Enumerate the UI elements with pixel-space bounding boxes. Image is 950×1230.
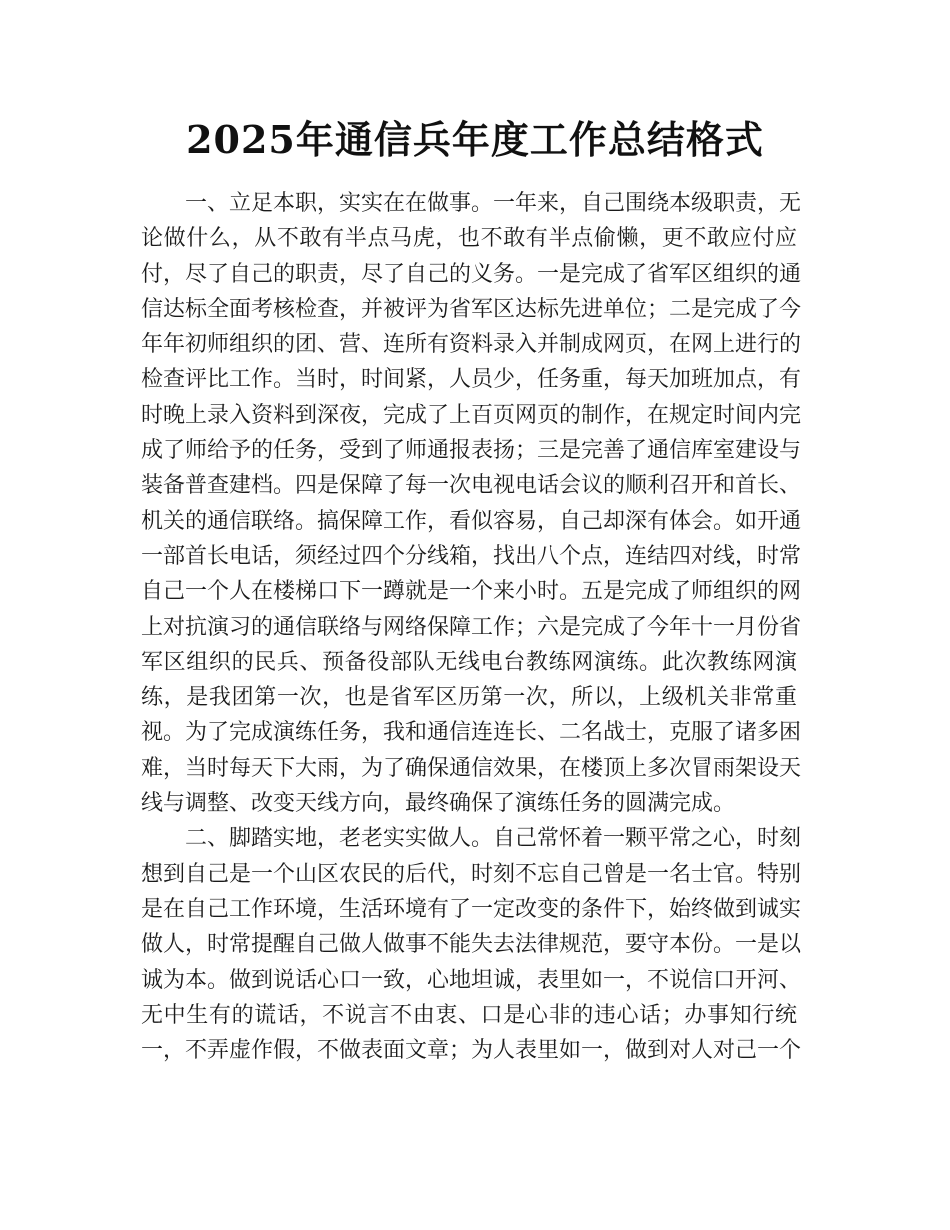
- paragraph-line: 练，是我团第一次，也是省军区历第一次，所以，上级机关非常重: [141, 685, 797, 711]
- paragraph-line: 视。为了完成演练任务，我和通信连连长、二名战士，克服了诸多困: [141, 720, 802, 746]
- paragraph-line: 难，当时每天下大雨，为了确保通信效果，在楼顶上多次冒雨架设天: [141, 755, 802, 781]
- paragraph-line: 检查评比工作。当时，时间紧，人员少，任务重，每天加班加点，有: [141, 367, 802, 393]
- paragraph-line: 线与调整、改变天线方向，最终确保了演练任务的圆满完成。: [141, 791, 736, 817]
- paragraph-line: 一、立足本职，实实在在做事。一年来，自己围绕本级职责，无: [185, 191, 802, 216]
- paragraph-line: 装备普查建档。四是保障了每一次电视电话会议的顺利召开和首长、: [141, 473, 802, 499]
- paragraph-line: 一，不弄虚作假，不做表面文章；为人表里如一，做到对人对己一个: [141, 1038, 802, 1064]
- paragraph-line: 成了师给予的任务，受到了师通报表扬；三是完善了通信库室建设与: [141, 438, 802, 464]
- paragraph-line: 无中生有的谎话，不说言不由衷、口是心非的违心话；办事知行统: [141, 1002, 797, 1028]
- paragraph-line: 一部首长电话，须经过四个分线箱，找出八个点，连结四对线，时常: [141, 543, 802, 569]
- paragraph-line: 上对抗演习的通信联络与网络保障工作；六是完成了今年十一月份省: [141, 614, 802, 640]
- paragraph-line: 论做什么，从不敢有半点马虎，也不敢有半点偷懒，更不敢应付应: [141, 226, 797, 252]
- paragraph-line: 自己一个人在楼梯口下一蹲就是一个来小时。五是完成了师组织的网: [141, 579, 802, 605]
- paragraph-line: 想到自己是一个山区农民的后代，时刻不忘自己曾是一名士官。特别: [141, 861, 802, 887]
- document-title: 2025年通信兵年度工作总结格式: [186, 117, 764, 162]
- paragraph-line: 付，尽了自己的职责，尽了自己的义务。一是完成了省军区组织的通: [141, 261, 802, 287]
- paragraph-line: 二、脚踏实地，老老实实做人。自己常怀着一颗平常之心，时刻: [185, 826, 802, 852]
- paragraph-line: 年年初师组织的团、营、连所有资料录入并制成网页，在网上进行的: [141, 332, 802, 358]
- paragraph-line: 信达标全面考核检查，并被评为省军区达标先进单位；二是完成了今: [141, 296, 802, 322]
- paragraph-line: 做人，时常提醒自己做人做事不能失去法律规范，要守本份。一是以: [141, 932, 802, 958]
- document-body: [141, 186, 802, 1068]
- paragraph-line: 时晚上录入资料到深夜，完成了上百页网页的制作，在规定时间内完: [141, 402, 802, 428]
- paragraph-line: 是在自己工作环境，生活环境有了一定改变的条件下，始终做到诚实: [141, 896, 802, 922]
- paragraph-line: 机关的通信联络。搞保障工作，看似容易，自己却深有体会。如开通: [141, 508, 802, 534]
- paragraph-line: 诚为本。做到说话心口一致，心地坦诚，表里如一，不说信口开河、: [141, 967, 802, 993]
- paragraph-line: 军区组织的民兵、预备役部队无线电台教练网演练。此次教练网演: [141, 649, 797, 675]
